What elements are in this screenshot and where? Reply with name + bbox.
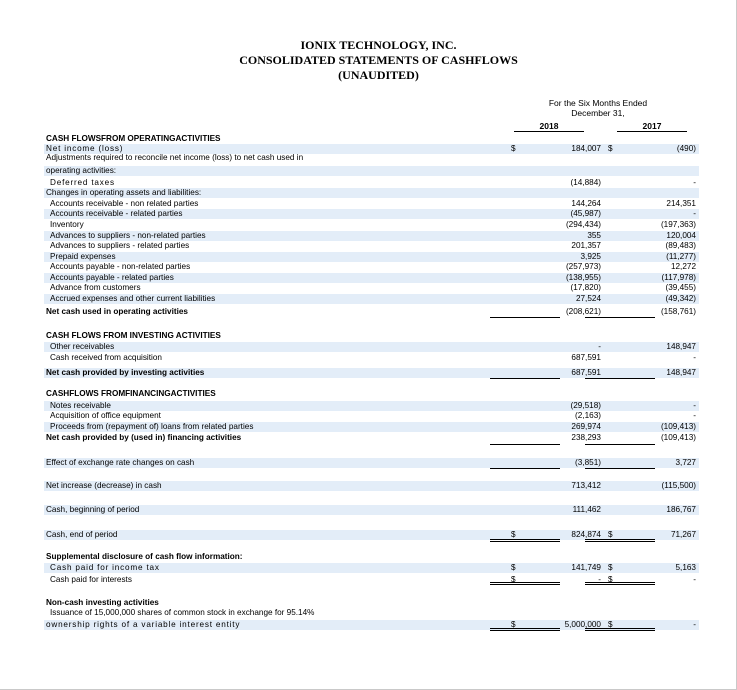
- table-row: [44, 178, 699, 188]
- value-2017: -: [693, 353, 696, 362]
- value-2018: -: [598, 575, 601, 584]
- currency-2017: $: [608, 620, 613, 629]
- value-2018: 111,462: [572, 505, 601, 514]
- row-label: Net income (loss): [46, 144, 124, 153]
- year-2017-header: 2017: [617, 121, 687, 132]
- value-2018: (138,955): [565, 273, 601, 282]
- currency-2018: $: [511, 530, 516, 539]
- value-2017: -: [693, 401, 696, 410]
- row-label: Deferred taxes: [50, 178, 115, 187]
- row-label: Prepaid expenses: [50, 252, 116, 261]
- value-2017: 148,947: [666, 368, 696, 377]
- value-2017: 5,163: [675, 563, 696, 572]
- double-rule: [585, 539, 655, 542]
- row-label: Other receivables: [50, 342, 115, 351]
- row-label: Changes in operating assets and liabilities:: [46, 188, 202, 197]
- value-2017: (39,455): [665, 283, 696, 292]
- table-row: [44, 166, 699, 176]
- value-2018: 269,974: [571, 422, 601, 431]
- row-label: CASHFLOWS FROMFINANCINGACTIVITIES: [46, 389, 216, 398]
- row-label: Accrued expenses and other current liabilities: [50, 294, 216, 303]
- table-row: [44, 262, 699, 272]
- table-row: [44, 433, 699, 443]
- row-label: Cash paid for interests: [50, 575, 132, 584]
- table-row: [44, 505, 699, 515]
- value-2018: (208,621): [565, 307, 601, 316]
- row-label: Accounts receivable - non related parties: [50, 199, 199, 208]
- row-label: operating activities:: [46, 166, 117, 175]
- value-2018: 3,925: [580, 252, 601, 261]
- value-2018: 201,357: [571, 241, 601, 250]
- table-row: [44, 331, 699, 341]
- value-2017: -: [693, 620, 696, 629]
- table-row: [44, 458, 699, 468]
- row-label: Cash paid for income tax: [50, 563, 160, 572]
- currency-2018: $: [511, 620, 516, 629]
- value-2018: 824,874: [571, 530, 601, 539]
- currency-2017: $: [608, 563, 613, 572]
- value-2017: (117,978): [661, 273, 696, 282]
- row-label: Issuance of 15,000,000 shares of common stock in exchange for 95.14%: [50, 608, 315, 617]
- table-row: [44, 389, 699, 399]
- value-2018: 184,007: [571, 144, 601, 153]
- value-2017: (109,413): [660, 422, 696, 431]
- rule: [585, 444, 655, 445]
- table-row: [44, 401, 699, 411]
- value-2018: 238,293: [571, 433, 601, 442]
- value-2018: (257,973): [565, 262, 601, 271]
- rule: [490, 468, 560, 469]
- row-label: Accounts payable - related parties: [50, 273, 174, 282]
- value-2017: (11,277): [666, 252, 696, 261]
- table-row: [44, 552, 699, 562]
- table-row: [44, 342, 699, 352]
- row-label: Proceeds from (repayment of) loans from related parties: [50, 422, 254, 431]
- year-2018-header: 2018: [514, 121, 584, 132]
- row-label: Cash, beginning of period: [46, 505, 140, 514]
- period-line-1: For the Six Months Ended: [548, 98, 648, 108]
- table-row: [44, 283, 699, 293]
- value-2017: (109,413): [660, 433, 696, 442]
- value-2017: (158,761): [660, 307, 696, 316]
- double-rule: [490, 582, 560, 585]
- value-2017: (197,363): [660, 220, 696, 229]
- table-row: [44, 188, 699, 198]
- table-row: [44, 273, 699, 283]
- value-2017: 71,267: [670, 530, 696, 539]
- value-2018: 713,412: [571, 481, 601, 490]
- currency-2017: $: [608, 530, 613, 539]
- value-2018: 355: [587, 231, 601, 240]
- value-2017: (89,483): [665, 241, 696, 250]
- rule: [585, 468, 655, 469]
- row-label: Effect of exchange rate changes on cash: [46, 458, 195, 467]
- value-2017: (115,500): [661, 481, 696, 490]
- table-row: [44, 220, 699, 230]
- value-2018: (2,163): [575, 411, 601, 420]
- rule: [585, 317, 655, 318]
- value-2017: 12,272: [670, 262, 696, 271]
- rule: [490, 378, 560, 379]
- table-row: [44, 241, 699, 251]
- value-2017: (490): [676, 144, 696, 153]
- table-row: [44, 368, 699, 378]
- row-label: Net cash used in operating activities: [46, 307, 188, 316]
- value-2018: 144,264: [571, 199, 601, 208]
- row-label: Cash, end of period: [46, 530, 118, 539]
- double-rule: [585, 628, 655, 631]
- table-row: [44, 481, 699, 491]
- currency-2018: $: [511, 144, 516, 153]
- row-label: CASH FLOWSFROM OPERATINGACTIVITIES: [46, 134, 221, 143]
- row-label: Non-cash investing activities: [46, 598, 159, 607]
- statement-header: [0, 38, 737, 83]
- value-2018: 141,749: [571, 563, 601, 572]
- row-label: Cash received from acquisition: [50, 353, 162, 362]
- value-2017: 3,727: [675, 458, 696, 467]
- table-row: [44, 252, 699, 262]
- double-rule: [490, 628, 560, 631]
- value-2018: 5,000,000: [564, 620, 601, 629]
- period-header: [528, 98, 668, 118]
- table-row: [44, 209, 699, 219]
- row-label: Notes receivable: [50, 401, 111, 410]
- value-2018: (29,518): [570, 401, 601, 410]
- table-row: [44, 563, 699, 573]
- statement-title: CONSOLIDATED STATEMENTS OF CASHFLOWS: [239, 53, 518, 67]
- row-label: Net increase (decrease) in cash: [46, 481, 162, 490]
- period-line-2: December 31,: [571, 108, 625, 118]
- value-2017: -: [693, 178, 696, 187]
- currency-2017: $: [608, 144, 613, 153]
- value-2017: 214,351: [666, 199, 696, 208]
- table-row: [44, 307, 699, 317]
- value-2018: (3,851): [575, 458, 601, 467]
- row-label: Advances to suppliers - related parties: [50, 241, 190, 250]
- rule: [490, 317, 560, 318]
- table-row: [44, 411, 699, 421]
- table-row: [44, 153, 699, 163]
- value-2017: -: [693, 575, 696, 584]
- value-2018: (17,820): [570, 283, 601, 292]
- double-rule: [490, 539, 560, 542]
- value-2018: (14,884): [570, 178, 601, 187]
- row-label: Net cash provided by (used in) financing activities: [46, 433, 242, 442]
- table-row: [44, 422, 699, 432]
- value-2017: 186,767: [666, 505, 696, 514]
- row-label: Net cash provided by investing activities: [46, 368, 205, 377]
- row-label: CASH FLOWS FROM INVESTING ACTIVITIES: [46, 331, 221, 340]
- table-row: [44, 199, 699, 209]
- row-label: Accounts receivable - related parties: [50, 209, 183, 218]
- value-2018: -: [598, 342, 601, 351]
- double-rule: [585, 582, 655, 585]
- row-label: ownership rights of a variable interest entity: [46, 620, 241, 629]
- value-2017: 148,947: [666, 342, 696, 351]
- value-2018: (294,434): [565, 220, 601, 229]
- row-label: Inventory: [50, 220, 84, 229]
- table-row: [44, 353, 699, 363]
- currency-2018: $: [511, 575, 516, 584]
- table-row: [44, 598, 699, 608]
- value-2018: (45,987): [570, 209, 601, 218]
- row-label: Advances to suppliers - non-related parties: [50, 231, 206, 240]
- value-2018: 27,524: [575, 294, 601, 303]
- table-row: [44, 231, 699, 241]
- value-2017: -: [693, 411, 696, 420]
- table-row: [44, 134, 699, 144]
- value-2018: 687,591: [571, 353, 601, 362]
- table-row: [44, 294, 699, 304]
- value-2017: -: [693, 209, 696, 218]
- currency-2018: $: [511, 563, 516, 572]
- table-row: [44, 608, 699, 618]
- row-label: Advance from customers: [50, 283, 141, 292]
- row-label: Acquisition of office equipment: [50, 411, 161, 420]
- value-2017: (49,342): [665, 294, 696, 303]
- unaudited-note: (UNAUDITED): [338, 68, 419, 82]
- rule: [585, 378, 655, 379]
- value-2018: 687,591: [571, 368, 601, 377]
- currency-2017: $: [608, 575, 613, 584]
- row-label: Adjustments required to reconcile net income (loss) to net cash used in: [46, 153, 304, 162]
- value-2017: 120,004: [666, 231, 696, 240]
- rule: [490, 444, 560, 445]
- company-name: IONIX TECHNOLOGY, INC.: [300, 38, 457, 52]
- row-label: Accounts payable - non-related parties: [50, 262, 191, 271]
- row-label: Supplemental disclosure of cash flow information:: [46, 552, 243, 561]
